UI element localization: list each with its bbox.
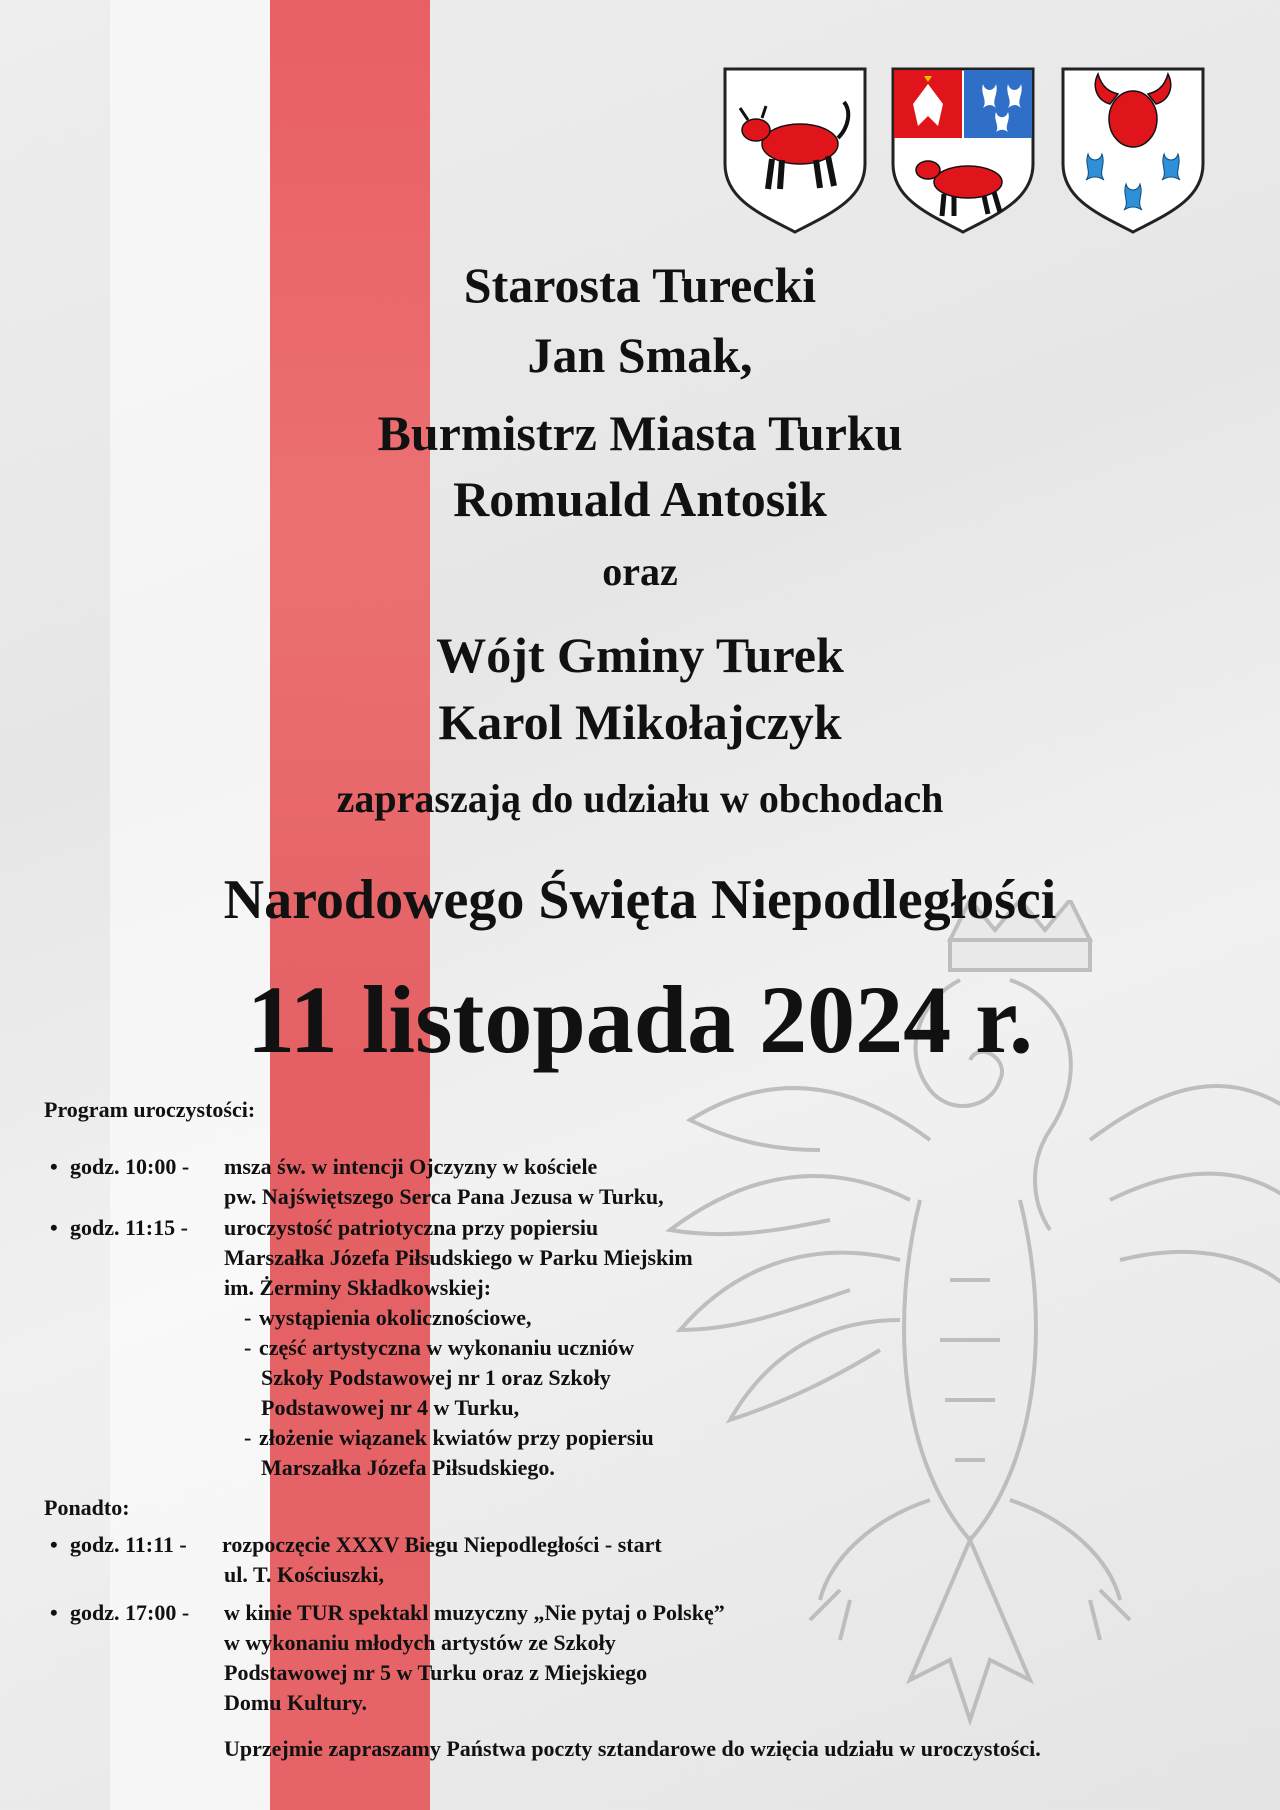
program-heading: Program uroczystości: (44, 1097, 256, 1122)
program-text: im. Żerminy Składkowskiej: (224, 1275, 492, 1300)
sub-dash: - (244, 1305, 252, 1330)
program-text: rozpoczęcie XXXV Biegu Niepodległości - start (222, 1532, 662, 1557)
program-text: ul. T. Kościuszki, (224, 1562, 384, 1587)
oraz-text: oraz (602, 549, 678, 594)
list-item-bullet: • (50, 1215, 58, 1240)
list-item-bullet: • (50, 1154, 58, 1179)
program-time: godz. 10:00 - (70, 1154, 190, 1179)
program-text: w wykonaniu młodych artystów ze Szkoły (224, 1630, 616, 1655)
list-item-bullet: • (50, 1532, 58, 1557)
wojt-name: Karol Mikołajczyk (438, 694, 842, 750)
program-subitem: część artystyczna w wykonaniu uczniów (259, 1335, 635, 1360)
extra-heading: Ponadto: (44, 1495, 130, 1520)
list-item-bullet: • (50, 1600, 58, 1625)
program-text: Marszałka Józefa Piłsudskiego w Parku Miejskim (224, 1245, 693, 1270)
starosta-title: Starosta Turecki (463, 257, 817, 313)
turek-commune-crest-icon (1058, 64, 1208, 234)
closing-invitation: Uprzejmie zapraszamy Państwa poczty sztandarowe do wzięcia udziału w uroczystości. (224, 1736, 1041, 1761)
event-date: 11 listopada 2024 r. (247, 966, 1033, 1073)
program-subitem: Marszałka Józefa Piłsudskiego. (261, 1455, 555, 1480)
sub-dash: - (244, 1335, 252, 1360)
program-subitem: Podstawowej nr 4 w Turku, (261, 1395, 520, 1420)
program-time: godz. 11:11 - (70, 1532, 187, 1557)
sub-dash: - (244, 1425, 252, 1450)
turek-city-crest-icon (720, 64, 870, 234)
program-text: w kinie TUR spektakl muzyczny „Nie pytaj o Polskę” (224, 1600, 725, 1625)
turek-county-crest-icon (888, 64, 1038, 234)
program-text: uroczystość patriotyczna przy popiersiu (224, 1215, 599, 1240)
program-text: Domu Kultury. (224, 1690, 368, 1715)
wojt-title: Wójt Gminy Turek (436, 627, 844, 683)
program-text: pw. Najświętszego Serca Pana Jezusa w Turku, (224, 1184, 664, 1209)
program-text: msza św. w intencji Ojczyzny w kościele (224, 1154, 598, 1179)
starosta-name: Jan Smak, (527, 327, 753, 383)
invitation-text: zapraszają do udziału w obchodach (336, 776, 944, 821)
program-subitem: Szkoły Podstawowej nr 1 oraz Szkoły (261, 1365, 611, 1390)
program-time: godz. 17:00 - (70, 1600, 190, 1625)
burmistrz-title: Burmistrz Miasta Turku (377, 405, 903, 461)
program-time: godz. 11:15 - (70, 1215, 188, 1240)
burmistrz-name: Romuald Antosik (453, 471, 827, 527)
holiday-name: Narodowego Święta Niepodległości (223, 869, 1057, 931)
program-subitem: wystąpienia okolicznościowe, (259, 1305, 532, 1330)
program-subitem: złożenie wiązanek kwiatów przy popiersiu (259, 1425, 654, 1450)
program-text: Podstawowej nr 5 w Turku oraz z Miejskiego (224, 1660, 648, 1685)
